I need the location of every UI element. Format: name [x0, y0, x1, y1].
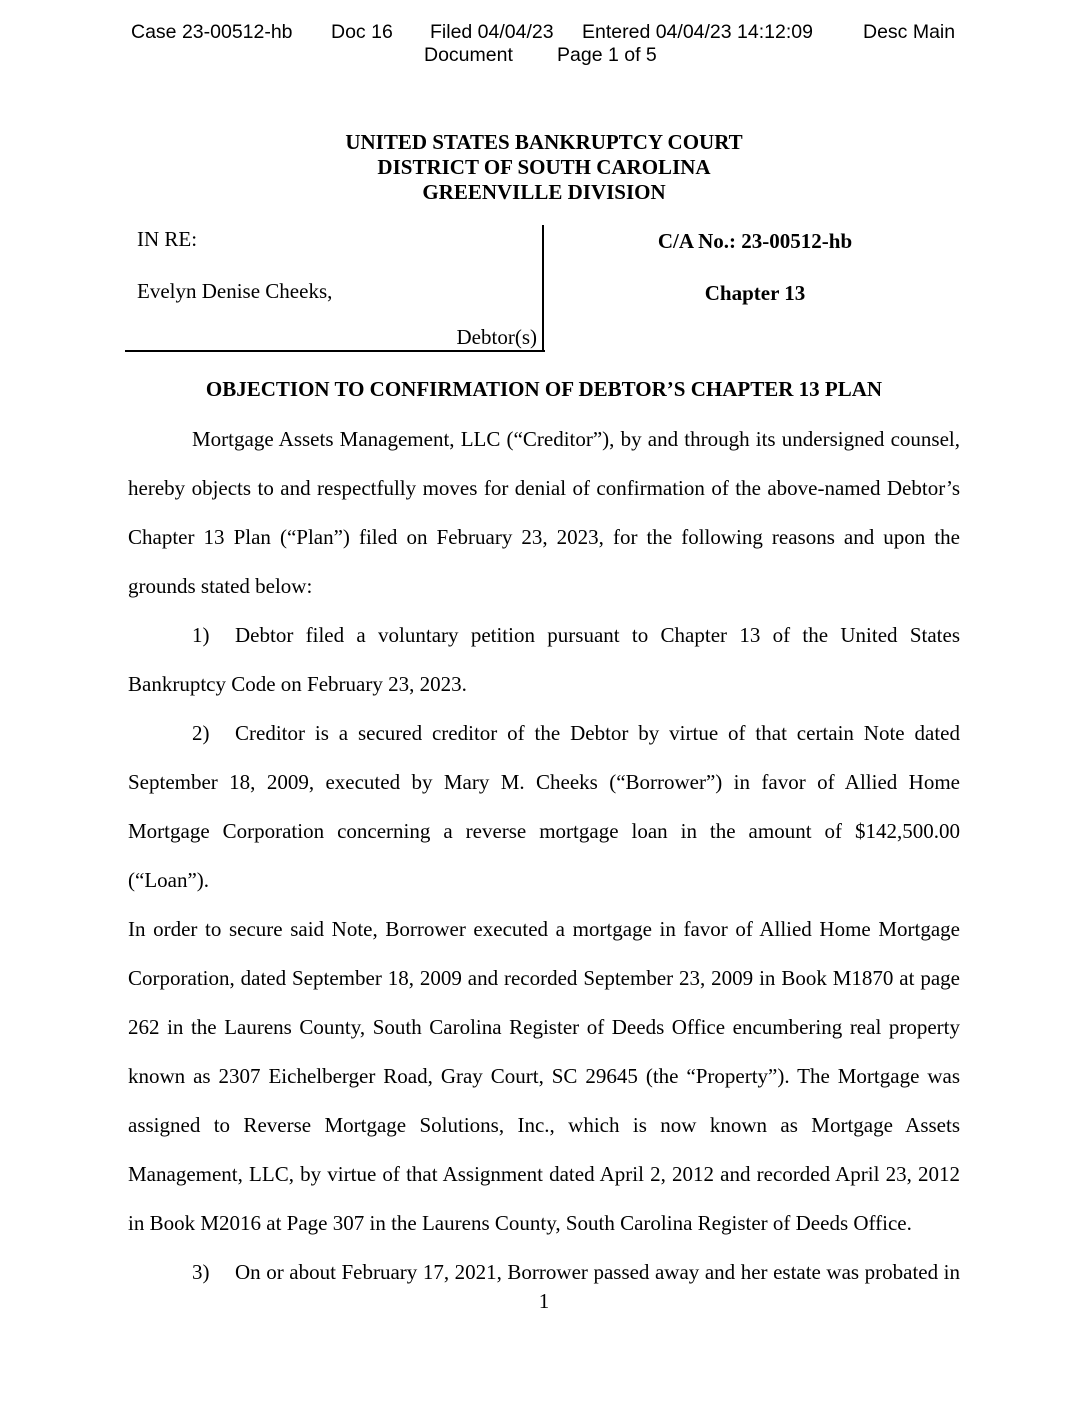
- document-title: OBJECTION TO CONFIRMATION OF DEBTOR’S CHAPTER 13 PLAN: [205, 377, 883, 401]
- body-line: Chapter 13 Plan (“Plan”) filed on February 23, 2023, for the following reasons and upon the: [128, 525, 960, 549]
- body-line: Bankruptcy Code on February 23, 2023.: [128, 672, 467, 696]
- document-body: [128, 415, 960, 1297]
- body-line: grounds stated below:: [128, 574, 313, 598]
- body-line: 1) Debtor filed a voluntary petition pursuant to Chapter 13 of the United States: [128, 611, 960, 660]
- body-line: September 18, 2009, executed by Mary M. Cheeks (“Borrower”) in favor of Allied Home: [128, 770, 960, 794]
- caption-vertical-divider: [542, 225, 544, 352]
- body-line: Mortgage Corporation concerning a reverse mortgage loan in the amount of $142,500.00 (“Loan”).: [128, 819, 960, 892]
- body-line: in Book M2016 at Page 307 in the Laurens County, South Carolina Register of Deeds Office.: [128, 1211, 912, 1235]
- paragraph-number: 1): [192, 623, 210, 647]
- caption-debtor-name: Evelyn Denise Cheeks,: [137, 279, 333, 303]
- caption-in-re: IN RE:: [137, 227, 198, 251]
- court-header: [64, 130, 1024, 205]
- stamp-page-count: Page 1 of 5: [557, 44, 657, 66]
- court-division: GREENVILLE DIVISION: [422, 180, 666, 204]
- body-line: Mortgage Assets Management, LLC (“Creditor”), by and through its undersigned counsel,: [192, 427, 960, 451]
- stamp-entered-datetime: Entered 04/04/23 14:12:09: [582, 21, 813, 43]
- body-line: 2) Creditor is a secured creditor of the Debtor by virtue of that certain Note dated: [128, 709, 960, 758]
- body-line: assigned to Reverse Mortgage Solutions, Inc., which is now known as Mortgage Assets: [128, 1113, 960, 1137]
- body-line: known as 2307 Eichelberger Road, Gray Court, SC 29645 (the “Property”). The Mortgage was: [128, 1064, 960, 1088]
- body-line: hereby objects to and respectfully moves for denial of confirmation of the above-named Debtor’s: [128, 476, 960, 500]
- body-line: 262 in the Laurens County, South Carolina Register of Deeds Office encumbering real property: [128, 1015, 960, 1039]
- ecf-stamp: [0, 0, 1088, 70]
- caption-chapter: Chapter 13: [704, 281, 806, 305]
- stamp-doc-number: Doc 16: [331, 21, 393, 43]
- body-line: Corporation, dated September 18, 2009 and recorded September 23, 2009 in Book M1870 at page: [128, 966, 960, 990]
- page-number: 1: [538, 1289, 550, 1313]
- paragraph-number: 3): [192, 1260, 210, 1284]
- caption-case-number: C/A No.: 23-00512-hb: [657, 229, 853, 253]
- stamp-desc-document: Document: [424, 44, 513, 66]
- caption-signature-line: [125, 350, 545, 352]
- body-line: In order to secure said Note, Borrower executed a mortgage in favor of Allied Home Mortgage: [128, 917, 960, 941]
- body-line: Management, LLC, by virtue of that Assignment dated April 2, 2012 and recorded April 23, 2012: [128, 1162, 960, 1186]
- stamp-case-number: Case 23-00512-hb: [131, 21, 293, 43]
- stamp-filed-date: Filed 04/04/23: [430, 21, 554, 43]
- stamp-desc: Desc Main: [863, 21, 956, 43]
- paragraph-number: 2): [192, 721, 210, 745]
- body-line: 3) On or about February 17, 2021, Borrower passed away and her estate was probated in: [128, 1248, 960, 1297]
- court-name: UNITED STATES BANKRUPTCY COURT: [345, 130, 743, 154]
- court-district: DISTRICT OF SOUTH CAROLINA: [377, 155, 711, 179]
- caption-debtor-label: Debtor(s): [456, 325, 537, 349]
